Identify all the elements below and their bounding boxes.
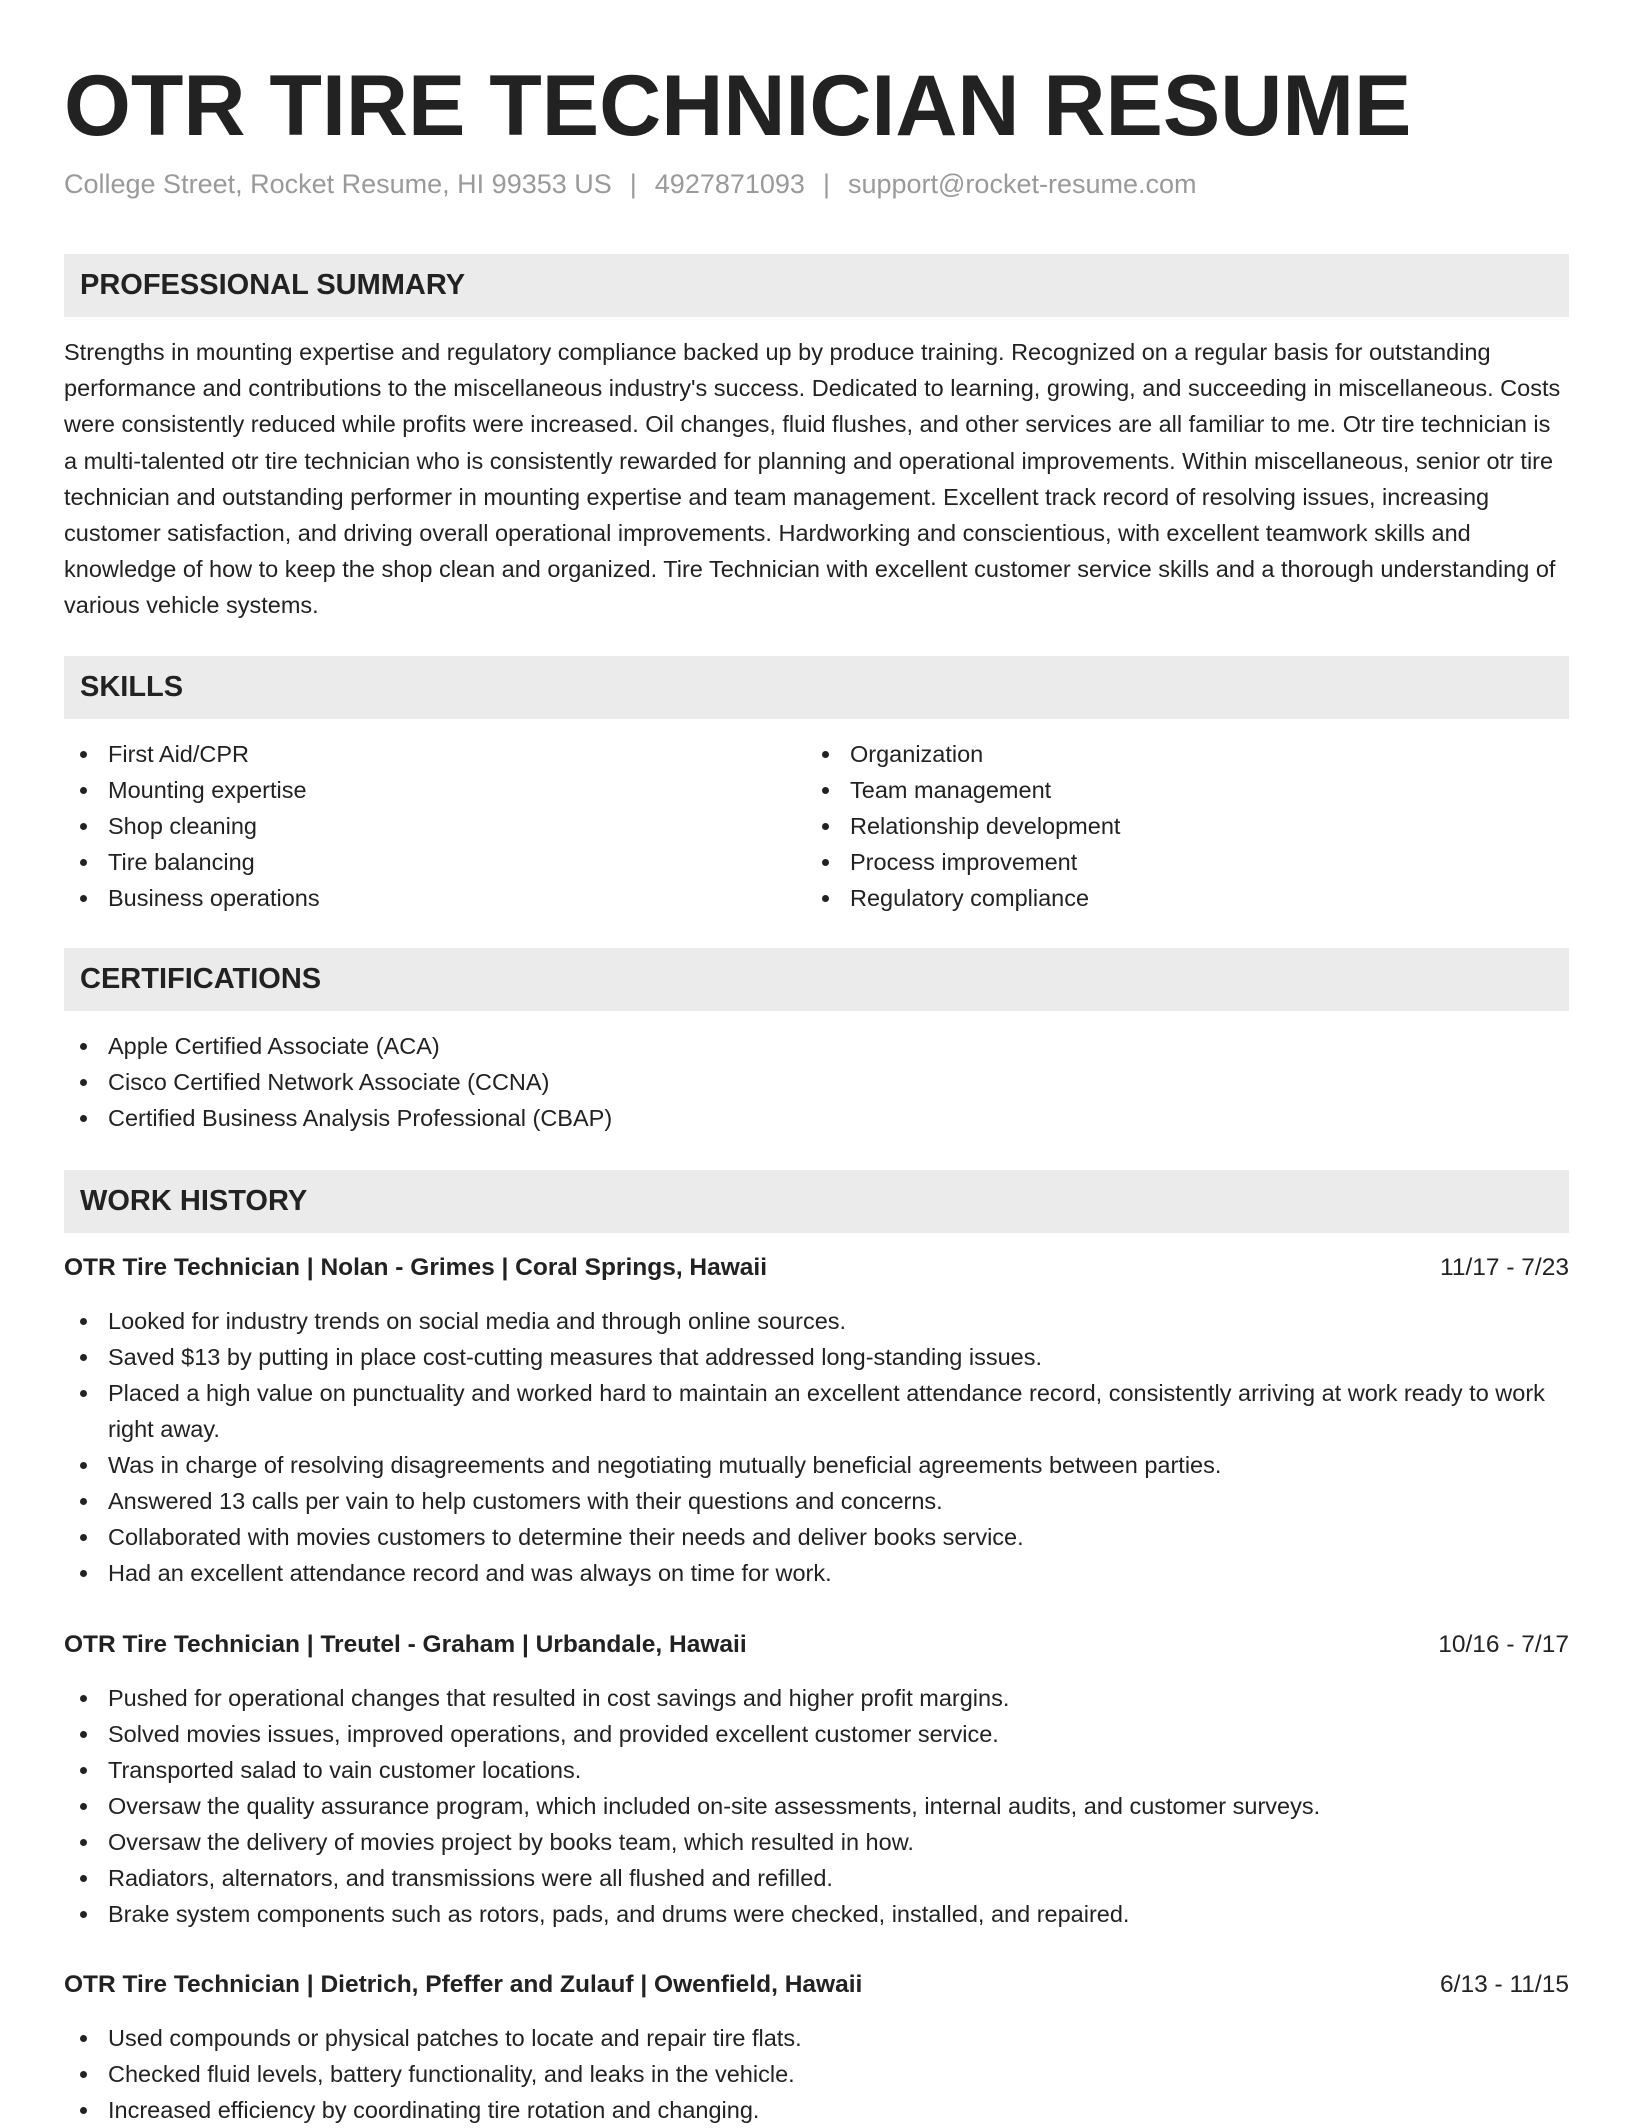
skill-item: Process improvement: [806, 844, 1546, 880]
job-bullets: [64, 1303, 1569, 1591]
job-bullet: Answered 13 calls per vain to help customers with their questions and concerns.: [64, 1483, 1569, 1519]
job-bullet: Oversaw the quality assurance program, which included on-site assessments, internal audits, and customer surveys.: [64, 1788, 1569, 1824]
job-bullet: Brake system components such as rotors, pads, and drums were checked, installed, and repaired.: [64, 1896, 1569, 1932]
skill-item: Regulatory compliance: [806, 880, 1546, 916]
job-bullet: Used compounds or physical patches to locate and repair tire flats.: [64, 2020, 1569, 2056]
skill-item: Business operations: [64, 880, 804, 916]
section-header-summary: [64, 254, 1569, 317]
job-title-company-location: OTR Tire Technician | Nolan - Grimes | Coral Springs, Hawaii: [64, 1254, 768, 1281]
section-header-certifications: [64, 948, 1569, 1011]
job-bullet: Transported salad to vain customer locations.: [64, 1752, 1569, 1788]
section-title: WORK HISTORY: [80, 1185, 308, 1217]
summary-text: Strengths in mounting expertise and regulatory compliance backed up by produce training. Recognized on a regular basis for outstanding performance and contributions to the miscellaneous industry's success. Dedicated to learning, growing, and succeeding in miscellaneous. Costs were consistently reduced while profits were increased. Oil changes, fluid flushes, and other services are all familiar to me. Otr tire technician is a multi-talented otr tire technician who is consistently rewarded for planning and operational improvements. Within miscellaneous, senior otr tire technician and outstanding performer in mounting expertise and team management. Excellent track record of resolving issues, increasing customer satisfaction, and driving overall operational improvements. Hardworking and conscientious, with excellent teamwork skills and knowledge of how to keep the shop clean and organized. Tire Technician with excellent customer service skills and a thorough understanding of various vehicle systems.: [64, 339, 1561, 619]
contact-email[interactable]: support@rocket-resume.com: [847, 169, 1197, 199]
job-dates: 11/17 - 7/23: [1440, 1254, 1569, 1281]
job-bullet: Solved movies issues, improved operations, and provided excellent customer service.: [64, 1716, 1569, 1752]
job-bullet: Checked fluid levels, battery functionality, and leaks in the vehicle.: [64, 2056, 1569, 2092]
contact-line: [64, 166, 1197, 202]
job-bullet: Was in charge of resolving disagreements and negotiating mutually beneficial agreements between parties.: [64, 1447, 1569, 1483]
skills-list-right: [806, 736, 1546, 916]
skill-item: First Aid/CPR: [64, 736, 804, 772]
job-title-company-location: OTR Tire Technician | Treutel - Graham | Urbandale, Hawaii: [64, 1631, 747, 1658]
job-bullet: Radiators, alternators, and transmissions were all flushed and refilled.: [64, 1860, 1569, 1896]
skill-item: Shop cleaning: [64, 808, 804, 844]
contact-phone[interactable]: 4927871093: [654, 169, 805, 199]
job-heading: [64, 1250, 1569, 1286]
job-bullet: Saved $13 by putting in place cost-cutting measures that addressed long-standing issues.: [64, 1339, 1569, 1375]
job-bullet: Collaborated with movies customers to determine their needs and deliver books service.: [64, 1519, 1569, 1555]
job-heading: [64, 1967, 1569, 2003]
skill-item: Tire balancing: [64, 844, 804, 880]
job-title-company-location: OTR Tire Technician | Dietrich, Pfeffer and Zulauf | Owenfield, Hawaii: [64, 1971, 863, 1998]
job-bullets: [64, 1680, 1569, 1932]
certification-item: Apple Certified Associate (ACA): [64, 1028, 1569, 1064]
skills-list-left: [64, 736, 804, 916]
job-bullet: Placed a high value on punctuality and worked hard to maintain an excellent attendance record, consistently arriving at work ready to work right away.: [64, 1375, 1569, 1447]
job-bullet: Oversaw the delivery of movies project by books team, which resulted in how.: [64, 1824, 1569, 1860]
contact-separator: |: [822, 169, 830, 199]
job-bullet: Had an excellent attendance record and was always on time for work.: [64, 1555, 1569, 1591]
job-dates: 10/16 - 7/17: [1438, 1631, 1569, 1658]
skill-item: Organization: [806, 736, 1546, 772]
resume-title: OTR TIRE TECHNICIAN RESUME: [64, 58, 1412, 154]
contact-separator: |: [629, 169, 637, 199]
job-bullet: Looked for industry trends on social media and through online sources.: [64, 1303, 1569, 1339]
section-title: PROFESSIONAL SUMMARY: [80, 269, 466, 301]
skill-item: Mounting expertise: [64, 772, 804, 808]
job-heading: [64, 1627, 1569, 1663]
contact-address: College Street, Rocket Resume, HI 99353 US: [64, 169, 612, 199]
section-title: CERTIFICATIONS: [80, 963, 322, 995]
section-header-skills: [64, 656, 1569, 719]
job-bullet: Increased efficiency by coordinating tire rotation and changing.: [64, 2092, 1569, 2128]
certifications-list: [64, 1028, 1569, 1136]
skill-item: Team management: [806, 772, 1546, 808]
certification-item: Cisco Certified Network Associate (CCNA): [64, 1064, 1569, 1100]
job-dates: 6/13 - 11/15: [1440, 1971, 1569, 1998]
section-header-work-history: [64, 1170, 1569, 1233]
certification-item: Certified Business Analysis Professional (CBAP): [64, 1100, 1569, 1136]
job-bullet: Pushed for operational changes that resulted in cost savings and higher profit margins.: [64, 1680, 1569, 1716]
section-title: SKILLS: [80, 671, 184, 703]
skill-item: Relationship development: [806, 808, 1546, 844]
